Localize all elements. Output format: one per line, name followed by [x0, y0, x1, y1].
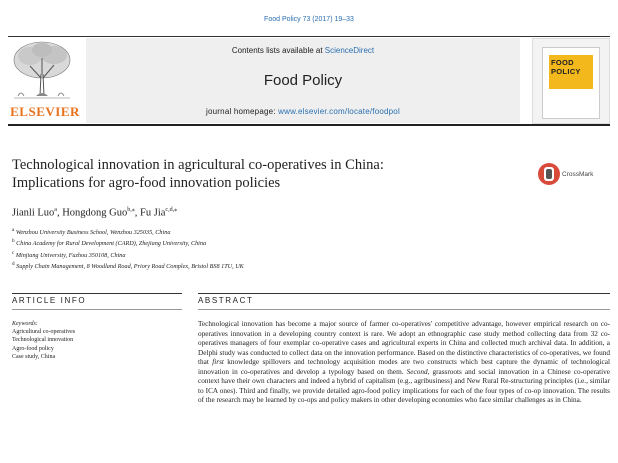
header-bottom-rule	[8, 124, 610, 126]
paper-title	[12, 156, 472, 192]
journal-citation[interactable]: Food Policy 73 (2017) 19–33	[264, 16, 354, 23]
keyword-item: Agricultural co-operatives	[12, 329, 76, 336]
author-affiliation-marker[interactable]: a	[54, 207, 57, 213]
keyword-item: Case study, China	[12, 353, 56, 360]
affiliation-item: $^c$ Minjiang University, Fuzhou 350108, China	[12, 249, 126, 259]
affiliation-list	[12, 226, 244, 272]
abstract-emphasis: Second,	[406, 367, 430, 376]
crossmark-badge[interactable]	[538, 163, 608, 191]
abstract-heading: ABSTRACT	[198, 296, 254, 305]
article-info-heading: ARTICLE INFO	[12, 296, 87, 305]
abstract-top-rule	[198, 293, 610, 294]
journal-title: Food Policy	[263, 72, 343, 89]
sciencedirect-link[interactable]: ScienceDirect	[324, 46, 375, 55]
crossmark-label: CrossMark	[562, 171, 594, 178]
abstract-text	[198, 320, 610, 406]
keywords-label: Keywords:	[12, 321, 38, 327]
author-name[interactable]: Jianli Luo	[12, 207, 55, 219]
cover-title-line2: POLICY	[551, 67, 581, 76]
contents-line	[86, 46, 520, 55]
abstract-part: grassroots and social innovation in a Chinese co-operative context have their own characters and indeed a hybrid of capitalism (e.g., agribusiness) and New Rural Re-structuring principles (i.e., similar to ICA ones). Third and finally, we provide detailed agro-food policy implications for each of the four types of co-op innovation. The results of the research may be learned by co-ops and policy makers in other developing economies who face similar challenges as in China.	[198, 367, 611, 404]
keywords-block	[12, 320, 75, 361]
affiliation-item: $^b$ China Academy for Rural Development (CARD), Zhejiang University, China	[12, 238, 207, 248]
cover-title-line1: FOOD	[551, 58, 574, 67]
header-top-rule	[8, 36, 610, 37]
abstract-divider	[198, 309, 610, 310]
journal-homepage-line	[86, 107, 520, 116]
affiliation-item: $^a$ Wenzhou University Business School, Wenzhou 325035, China	[12, 227, 171, 237]
affiliation-item: $^d$ Supply Chain Management, 8 Woodland Road, Priory Road Complex, Bristol BS8 1TU, UK	[12, 261, 244, 271]
contents-prefix: Contents lists available at	[231, 46, 325, 55]
keyword-item: Agro-food policy	[12, 345, 54, 352]
article-info-divider	[12, 309, 182, 310]
paper-title-line2: Implications for agro-food innovation policies	[12, 175, 281, 191]
author-list: Jianli Luo$^a$, Hongdong Guo$^{b,⁎}$, Fu Jia$^{c,d,⁎}$	[12, 207, 178, 219]
abstract-part: knowledge spillovers and technology acquisition modes are two constructs which best capture the dynamic of technological innovation in co-operatives and develop a typology based on them.	[198, 358, 610, 376]
abstract-part: Technological innovation has become a major source of farmer co-operatives' competitive advantage, however empirical research on co-operatives innovation in a developing country context is rare. We adopt an ethnographic case study method collecting data from 32 co-operatives managers of four exemplar co-operative cases and agricultural experts in China and collected much archival data. In addition, a Delphi study was conducted to collect data on the innovation performance. Based on the distinctive characteristics of co-operatives, we found that	[198, 320, 610, 366]
author-name[interactable]: Hongdong Guo	[62, 207, 128, 219]
paper-title-line1: Technological innovation in agricultural co-operatives in China:	[12, 157, 384, 173]
author-affiliation-marker[interactable]: c,d,⁎	[165, 207, 178, 213]
crossmark-icon	[538, 163, 560, 185]
elsevier-wordmark: ELSEVIER	[10, 104, 80, 119]
abstract-emphasis: first	[212, 358, 224, 366]
author-affiliation-marker[interactable]: b,⁎	[127, 207, 135, 213]
elsevier-tree-icon	[8, 38, 76, 104]
cover-page	[542, 47, 600, 119]
journal-cover-thumbnail[interactable]	[532, 38, 610, 124]
cover-title	[551, 58, 591, 76]
homepage-link[interactable]: www.elsevier.com/locate/foodpol	[278, 107, 400, 116]
homepage-prefix: journal homepage:	[206, 107, 279, 116]
author-name[interactable]: Fu Jia	[140, 207, 166, 219]
keyword-item: Technological innovation	[12, 337, 74, 344]
article-info-top-rule	[12, 293, 182, 294]
